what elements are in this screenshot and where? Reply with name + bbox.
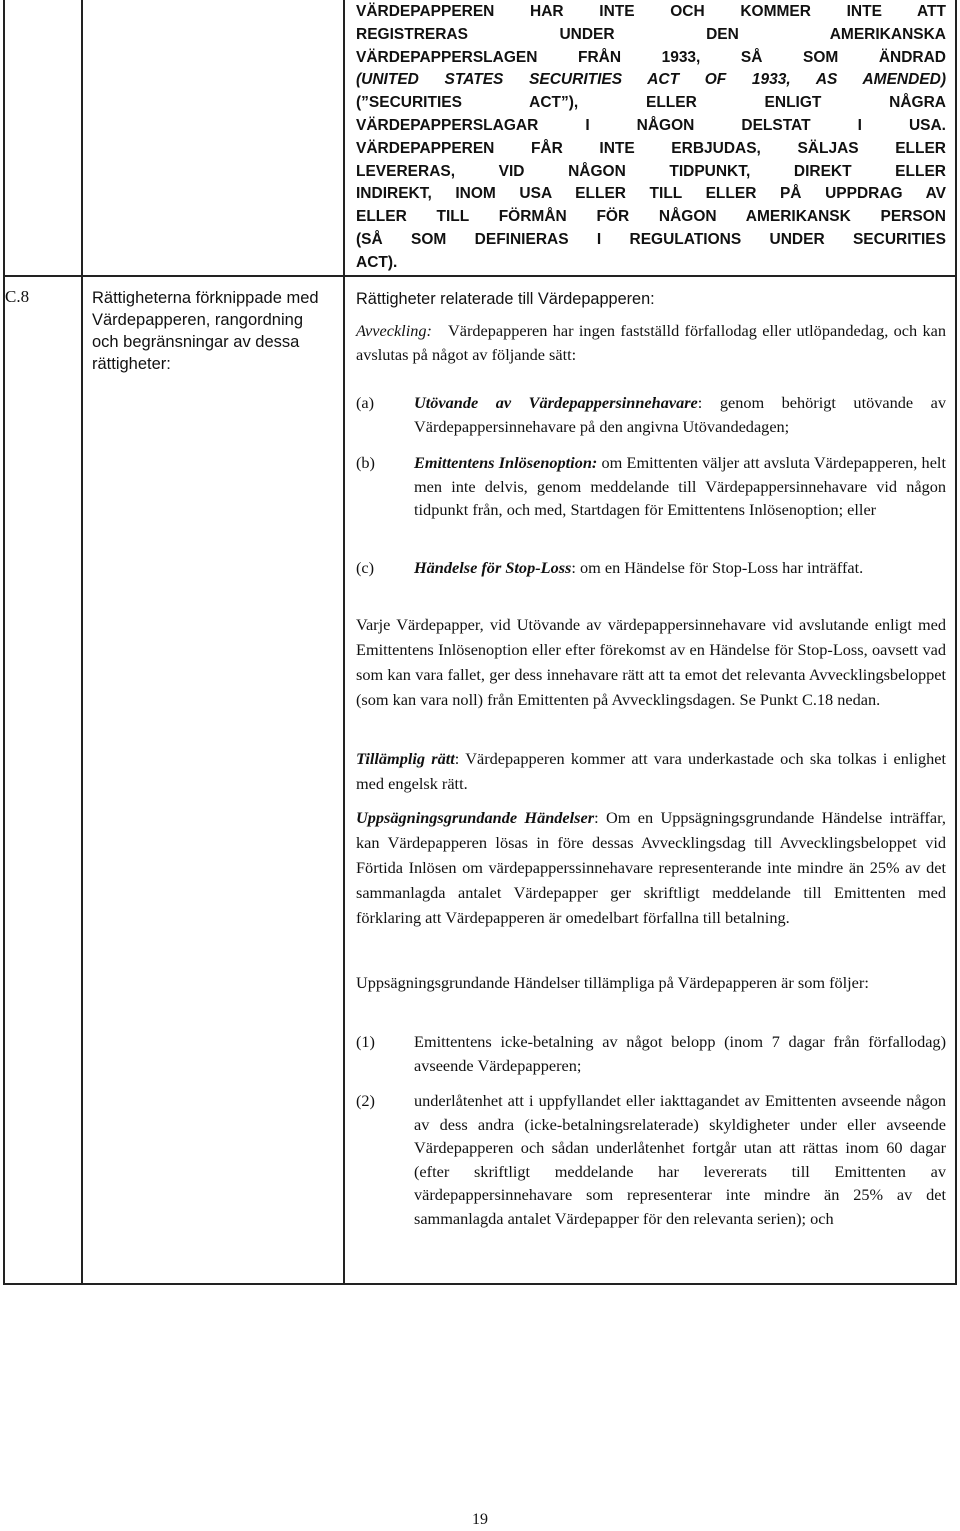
varje-paragraph — [356, 612, 946, 712]
list-item-text: underlåtenhet att i uppfyllandet eller iakttagandet av Emittenten avseende någon av dess andra (icke-betalningsrelaterade) skyldigheter under eller avseende Värdepapperen och sådan underlåtenhet fortgår utan att rättas inom 60 dagar (efter skriftligt meddelande har levererats till Emittenten av värdepappersinnehavare som representerar inte mindre än 25% av det sammanlagda antalet Värdepapper för den relevanta serien); och — [414, 1091, 946, 1228]
avveckling-paragraph — [356, 319, 946, 367]
row-divider — [3, 275, 957, 277]
disclaimer-line: REGISTRERAS UNDER DEN AMERIKANSKA — [356, 25, 946, 43]
disclaimer-line: (”SECURITIES ACT”), ELLER ENLIGT NÅGRA — [356, 94, 946, 112]
list-item-label: (c) — [356, 558, 375, 577]
list-item-text: om Emittenten väljer att avsluta Värdepapperen, helt men inte delvis, genom meddelande till Värdepappersinnehavare vid någon tidpunkt från, och med, Startdagen för Emittentens Inlösenoption; eller — [414, 453, 946, 519]
list-item-label: (a) — [356, 393, 375, 412]
list-item-text: : genom behörigt utövande av Värdepappersinnehavare på den angivna Utövandedagen; — [414, 393, 947, 436]
avveckling-text: Värdepapperen har ingen fastställd förfallodag eller utlöpandedag, och kan avslutas på något av följande sätt: — [356, 321, 946, 364]
events-text: : Om en Uppsägningsgrundande Händelse inträffar, kan Värdepapperen lösas in före dessas Avvecklingsdag till Avvecklingsbeloppet vid Förtida Inlösen om värdepapperssinnehavare representerande inte mindre än 25% av det sammanlagda antalet Värdepapper ger skriftligt meddelande till Emittenten med förklaring att Värdepapperen är omedelbart förfallna till betalning. — [356, 808, 946, 927]
list-item-term: Utövande av Värdepappersinnehavare — [414, 393, 698, 412]
disclaimer-line: (SÅ SOM DEFINIERAS I REGULATIONS UNDER SECURITIES — [356, 230, 946, 248]
list-item-label: (2) — [356, 1091, 375, 1110]
law-label: Tillämplig rätt — [356, 749, 455, 768]
disclaimer-line: ACT). — [356, 253, 398, 271]
events-label: Uppsägningsgrundande Händelser — [356, 808, 595, 827]
rights-heading: Rättigheter relaterade till Värdepapperen: — [356, 290, 655, 308]
disclaimer-line: ELLER TILL FÖRMÅN FÖR NÅGON AMERIKANSK PERSON — [356, 208, 946, 226]
list-item-text: Emittentens icke-betalning av något belopp (inom 7 dagar från förfallodag) avseende Värdepapperen; — [414, 1032, 946, 1075]
disclaimer-line: LEVERERAS, VID NÅGON TIDPUNKT, DIREKT ELLER — [356, 162, 946, 180]
list-item-label: (1) — [356, 1032, 375, 1051]
list-item-text: : om en Händelse för Stop-Loss har inträffat. — [571, 558, 864, 577]
applicable-events-text: Uppsägningsgrundande Händelser tillämpliga på Värdepapperen är som följer: — [356, 973, 869, 992]
table-border-right — [955, 0, 957, 1285]
list-item-label: (b) — [356, 453, 375, 472]
disclaimer-line: INDIREKT, INOM USA ELLER TILL ELLER PÅ UPPDRAG AV — [356, 185, 946, 203]
events-paragraph — [356, 805, 946, 930]
page-number: 19 — [472, 1511, 488, 1528]
section-title: Rättigheterna förknippade med Värdepapperen, rangordning och begränsningar av dessa rättigheter: — [92, 289, 319, 373]
disclaimer-line: (UNITED STATES SECURITIES ACT OF 1933, AS AMENDED) — [356, 71, 946, 89]
table-border-bottom — [3, 1283, 957, 1285]
section-number: C.8 — [5, 287, 30, 306]
us-securities-disclaimer — [356, 1, 946, 275]
column-divider-1 — [81, 0, 83, 1285]
tillamplig-ratt-paragraph — [356, 746, 946, 796]
applicable-events-intro — [356, 970, 946, 995]
disclaimer-line: VÄRDEPAPPERSLAGEN FRÅN 1933, SÅ SOM ÄNDRAD — [356, 48, 946, 66]
avveckling-label: Avveckling: — [356, 321, 432, 340]
varje-text: Varje Värdepapper, vid Utövande av värdepappersinnehavare vid avslutande enligt med Emittentens Inlösenoption eller efter förekomst av en Händelse för Stop-Loss, oavsett vad som kan vara fallet, ger dess innehavare rätt att ta emot det relevanta Avvecklingsbeloppet (som kan vara noll) från Emittenten på Avvecklingsdagen. Se Punkt C.18 nedan. — [356, 615, 946, 709]
law-text: : Värdepapperen kommer att vara underkastade och ska tolkas i enlighet med engelsk rätt. — [356, 749, 947, 793]
disclaimer-line: VÄRDEPAPPEREN HAR INTE OCH KOMMER INTE ATT — [356, 3, 946, 20]
column-divider-2 — [343, 0, 345, 1285]
disclaimer-line: VÄRDEPAPPERSLAGAR I NÅGON DELSTAT I USA. — [356, 116, 946, 134]
table-border-left — [3, 0, 5, 1285]
list-item-term: Händelse för Stop-Loss — [414, 558, 572, 577]
list-item-term: Emittentens Inlösenoption: — [414, 453, 598, 472]
disclaimer-line: VÄRDEPAPPEREN FÅR INTE ERBJUDAS, SÄLJAS ELLER — [356, 139, 946, 157]
